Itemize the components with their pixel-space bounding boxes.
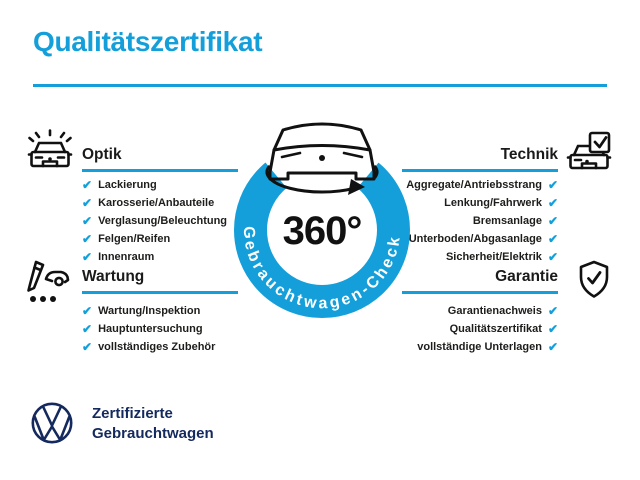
car-front-shine-icon [26,128,74,176]
item-label: vollständiges Zubehör [98,341,216,353]
section-title-optik: Optik [82,146,122,163]
checklist-item [82,212,238,230]
checklist-item [402,302,558,320]
check-icon: ✔ [547,178,558,192]
item-label: Sicherheit/Elektrik [445,251,542,263]
check-icon: ✔ [547,214,558,228]
checklist-wartung [82,302,238,356]
ring-curved-label: Gebrauchtwagen-Check [239,225,405,313]
check-icon: ✔ [547,250,558,264]
check-icon: ✔ [82,340,93,354]
check-icon: ✔ [547,232,558,246]
checklist-item [82,302,238,320]
vw-logo-icon [30,401,74,445]
item-label: Qualitätszertifikat [449,323,542,335]
page-title: Qualitätszertifikat [33,26,263,57]
check-icon: ✔ [547,304,558,318]
check-icon: ✔ [82,214,93,228]
shield-check-icon [572,258,616,302]
check-icon: ✔ [82,178,93,192]
checklist-item [402,194,558,212]
check-icon: ✔ [82,322,93,336]
item-label: Karosserie/Anbauteile [98,197,215,209]
checklist-technik [402,176,558,266]
checklist-item [402,248,558,266]
checklist-item [402,212,558,230]
check-icon: ✔ [82,250,93,264]
checklist-item [82,194,238,212]
checklist-garantie [402,302,558,356]
check-icon: ✔ [547,322,558,336]
check-icon: ✔ [547,340,558,354]
checklist-item [82,176,238,194]
checklist-item [402,230,558,248]
ring-degree-label: 360° [282,209,362,253]
section-rule-optik [82,169,238,172]
section-rule-technik [402,169,558,172]
item-label: Lenkung/Fahrwerk [444,197,542,209]
item-label: Unterboden/Abgasanlage [408,233,542,245]
check-icon: ✔ [82,304,93,318]
brand-line-2: Gebrauchtwagen [92,425,214,442]
checklist-item [82,248,238,266]
check-icon: ✔ [82,232,93,246]
item-label: Wartung/Inspektion [98,305,201,317]
section-rule-garantie [402,291,558,294]
section-title-technik: Technik [500,146,558,163]
check-icon: ✔ [547,196,558,210]
item-label: vollständige Unterlagen [417,341,542,353]
360-check-ring [227,100,417,328]
checklist-item [402,320,558,338]
item-label: Aggregate/Antriebsstrang [406,179,542,191]
item-label: Innenraum [98,251,155,263]
item-label: Verglasung/Beleuchtung [98,215,228,227]
pencil-car-checklist-icon [22,258,70,306]
checklist-item [402,338,558,356]
checklist-item [82,320,238,338]
item-label: Garantienachweis [447,305,542,317]
item-label: Bremsanlage [472,215,542,227]
item-label: Felgen/Reifen [98,233,171,245]
title-divider [33,84,607,87]
section-title-garantie: Garantie [495,268,558,285]
car-checkbox-icon [566,130,614,178]
checklist-item [82,230,238,248]
check-icon: ✔ [82,196,93,210]
section-rule-wartung [82,291,238,294]
section-title-wartung: Wartung [82,268,145,285]
checklist-item [402,176,558,194]
item-label: Hauptuntersuchung [98,323,203,335]
checklist-item [82,338,238,356]
item-label: Lackierung [98,179,157,191]
checklist-optik [82,176,238,266]
brand-name [92,404,214,444]
brand-line-1: Zertifizierte [92,405,173,422]
